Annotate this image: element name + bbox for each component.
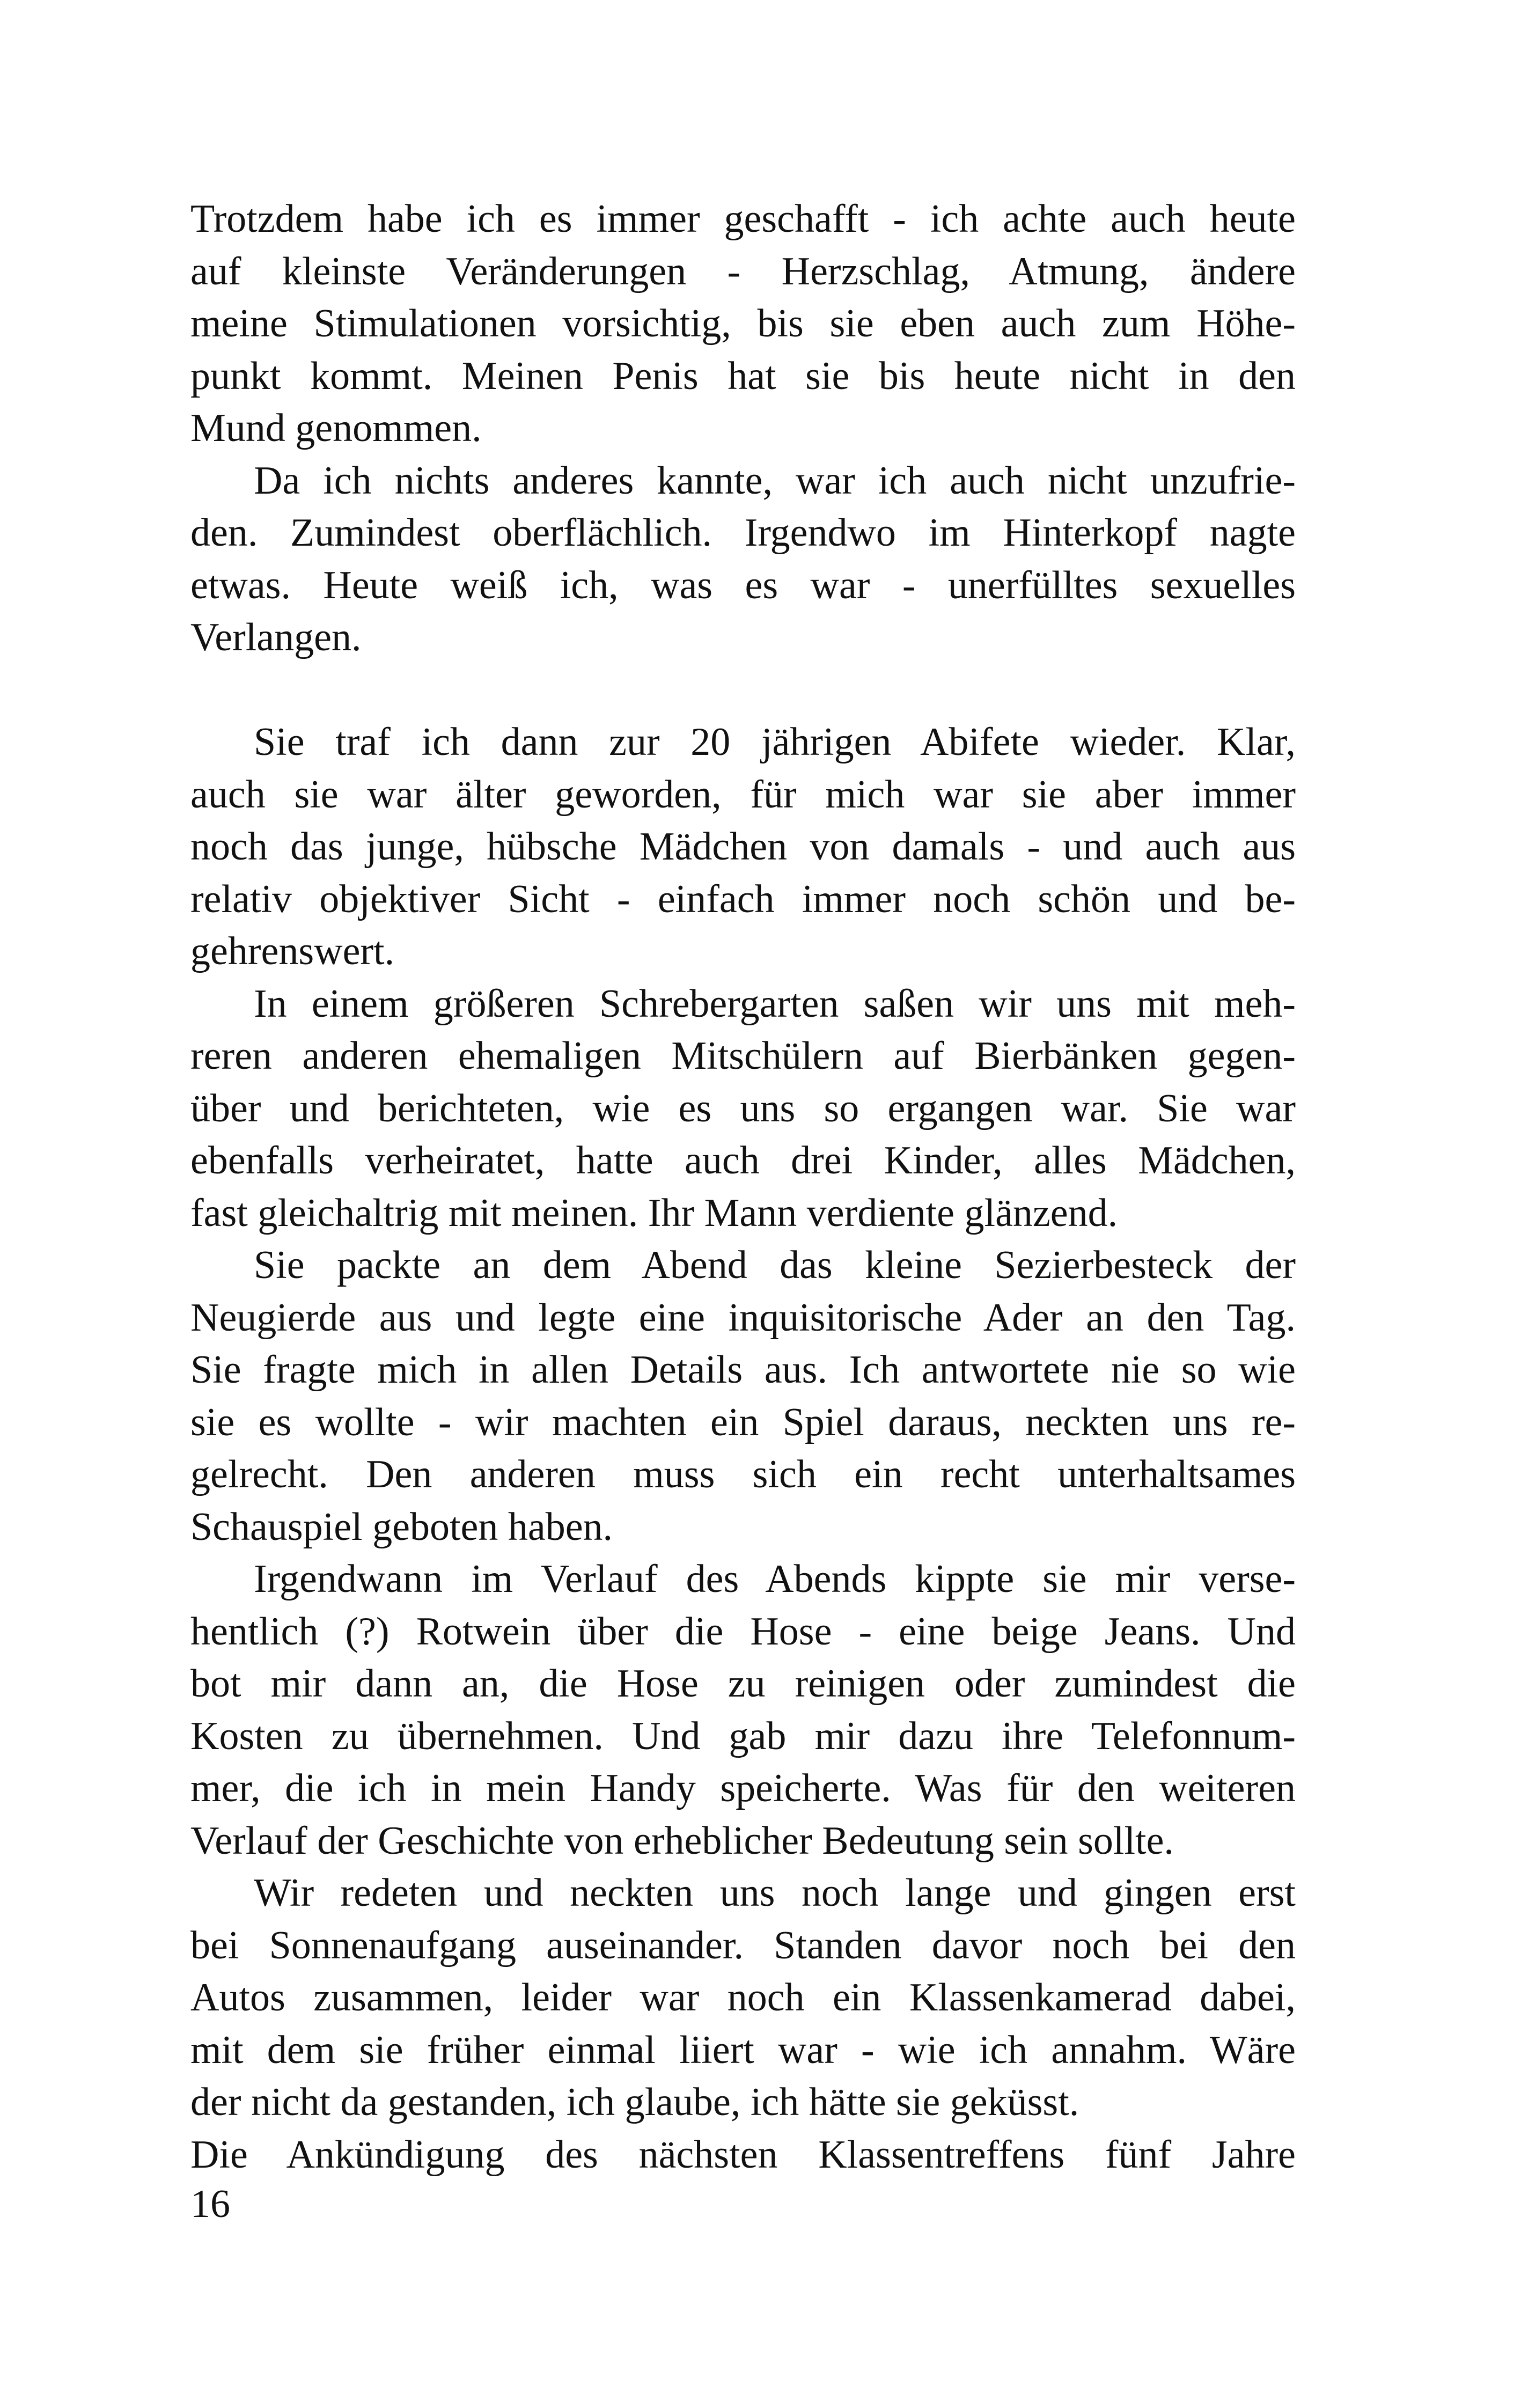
body-text xyxy=(190,193,1296,2181)
page-number: 16 xyxy=(190,2182,230,2226)
text-line: Neugierde aus und legte eine inquisitorische Ader an den Tag. xyxy=(190,1295,1296,1340)
text-line: reren anderen ehemaligen Mitschülern auf Bierbänken gegen- xyxy=(190,1034,1296,1078)
text-line: noch das junge, hübsche Mädchen von damals - und auch aus xyxy=(190,825,1296,869)
text-line: mit dem sie früher einmal liiert war - wie ich annahm. Wäre xyxy=(190,2028,1296,2072)
paragraph-start-line: Da ich nichts anderes kannte, war ich auch nicht unzufrie- xyxy=(254,458,1296,503)
paragraph-start-line: In einem größeren Schrebergarten saßen wir uns mit meh- xyxy=(254,981,1296,1026)
text-line: bot mir dann an, die Hose zu reinigen oder zumindest die xyxy=(190,1662,1296,1706)
text-line: sie es wollte - wir machten ein Spiel daraus, neckten uns re- xyxy=(190,1400,1296,1444)
text-line: auch sie war älter geworden, für mich war sie aber immer xyxy=(190,772,1296,817)
paragraph-start-line: Sie traf ich dann zur 20 jährigen Abifete wieder. Klar, xyxy=(254,720,1296,764)
text-line: Kosten zu übernehmen. Und gab mir dazu ihre Telefonnum- xyxy=(190,1714,1296,1758)
paragraph-start-line: Wir redeten und neckten uns noch lange und gingen erst xyxy=(254,1871,1296,1915)
text-line: Trotzdem habe ich es immer geschafft - ich achte auch heute xyxy=(190,197,1296,241)
text-line: mer, die ich in mein Handy speicherte. Was für den weiteren xyxy=(190,1766,1296,1810)
text-line: hentlich (?) Rotwein über die Hose - eine beige Jeans. Und xyxy=(190,1609,1296,1654)
paragraph-start-line: Irgendwann im Verlauf des Abends kippte sie mir verse- xyxy=(254,1557,1296,1601)
text-line: punkt kommt. Meinen Penis hat sie bis heute nicht in den xyxy=(190,354,1296,398)
text-line: den. Zumindest oberflächlich. Irgendwo im Hinterkopf nagte xyxy=(190,511,1296,555)
text-line: Schauspiel geboten haben. xyxy=(190,1504,613,1549)
paragraph-start-line: Sie packte an dem Abend das kleine Sezierbesteck der xyxy=(254,1243,1296,1287)
text-line: ebenfalls verheiratet, hatte auch drei Kinder, alles Mädchen, xyxy=(190,1139,1296,1183)
text-line: relativ objektiver Sicht - einfach immer noch schön und be- xyxy=(190,877,1296,921)
blank-line xyxy=(190,664,1296,717)
text-line: Verlangen. xyxy=(190,615,362,659)
text-line: Sie fragte mich in allen Details aus. Ich antwortete nie so wie xyxy=(190,1348,1296,1392)
text-line: Autos zusammen, leider war noch ein Klassenkamerad dabei, xyxy=(190,1976,1296,2020)
text-line: Die Ankündigung des nächsten Klassentreffens fünf Jahre xyxy=(190,2132,1296,2177)
text-line: Mund genommen. xyxy=(190,406,482,450)
text-line: fast gleichaltrig mit meinen. Ihr Mann verdiente glänzend. xyxy=(190,1191,1118,1235)
text-line: Verlauf der Geschichte von erheblicher Bedeutung sein sollte. xyxy=(190,1818,1174,1863)
text-line: gelrecht. Den anderen muss sich ein recht unterhaltsames xyxy=(190,1452,1296,1496)
text-line: auf kleinste Veränderungen - Herzschlag, Atmung, ändere xyxy=(190,249,1296,293)
text-line: meine Stimulationen vorsichtig, bis sie eben auch zum Höhe- xyxy=(190,302,1296,346)
text-line: gehrenswert. xyxy=(190,929,395,973)
text-line: über und berichteten, wie es uns so ergangen war. Sie war xyxy=(190,1086,1296,1130)
text-line: der nicht da gestanden, ich glaube, ich hätte sie geküsst. xyxy=(190,2080,1079,2124)
text-line: bei Sonnenaufgang auseinander. Standen davor noch bei den xyxy=(190,1923,1296,1967)
text-line: etwas. Heute weiß ich, was es war - unerfülltes sexuelles xyxy=(190,563,1296,607)
